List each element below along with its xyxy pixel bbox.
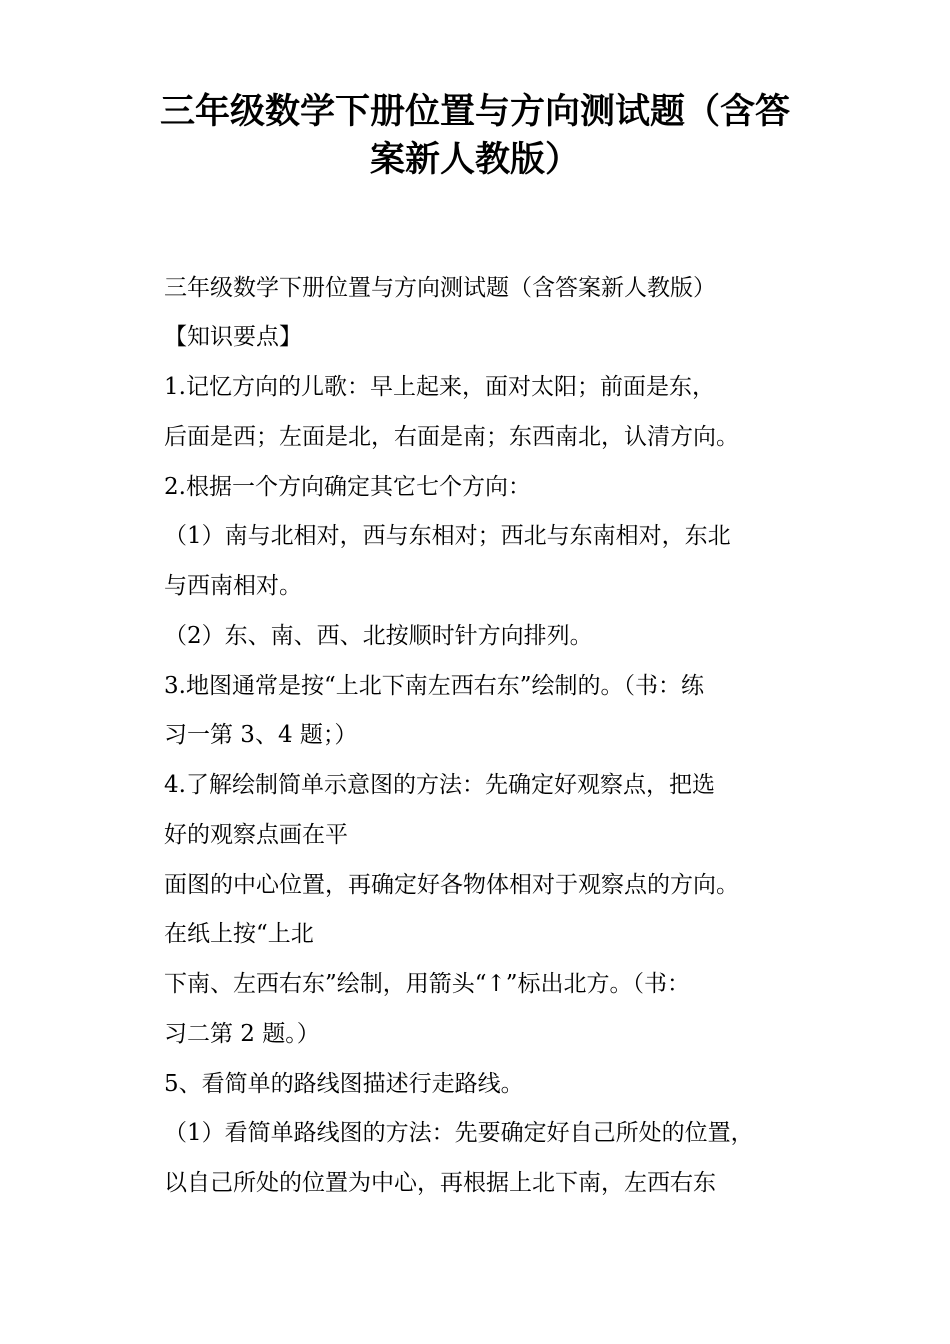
body-line-item-1b: 后面是西；左面是北，右面是南；东西南北，认清方向。 — [164, 424, 739, 450]
body-line-item-3a: 3.地图通常是按“上北下南左西右东”绘制的。（书：练 — [164, 673, 704, 699]
body-line-item-5: 5、看简单的路线图描述行走路线。 — [164, 1071, 524, 1097]
body-line-item-2-1a: （1）南与北相对，西与东相对；西北与东南相对，东北 — [164, 523, 731, 549]
document-title-line-2: 案新人教版） — [369, 140, 580, 180]
body-line-item-2-1b: 与西南相对。 — [164, 573, 302, 599]
document-title-line-1: 三年级数学下册位置与方向测试题（含答 — [159, 92, 790, 132]
body-line-item-1a: 1.记忆方向的儿歌：早上起来，面对太阳；前面是东， — [164, 374, 715, 400]
body-line-item-3b: 习一第 3、4 题；） — [164, 722, 358, 748]
body-line-item-4e: 下南、左西右东”绘制，用箭头“↑”标出北方。（书： — [164, 971, 691, 997]
body-line-item-4c: 面图的中心位置，再确定好各物体相对于观察点的方向。 — [164, 872, 739, 898]
body-line-item-2: 2.根据一个方向确定其它七个方向： — [164, 474, 531, 500]
body-line-item-5-1b: 以自己所处的位置为中心，再根据上北下南，左西右东 — [164, 1170, 716, 1196]
body-line-item-5-1a: （1）看简单路线图的方法：先要确定好自己所处的位置， — [164, 1120, 754, 1146]
body-line-item-4f: 习二第 2 题。） — [164, 1021, 320, 1047]
body-line-item-4b: 好的观察点画在平 — [164, 822, 348, 848]
body-line-item-4a: 4.了解绘制简单示意图的方法：先确定好观察点，把选 — [164, 772, 715, 798]
body-line-repeat-title: 三年级数学下册位置与方向测试题（含答案新人教版） — [164, 275, 716, 301]
body-line-knowledge-heading: 【知识要点】 — [164, 324, 302, 350]
body-line-item-2-2: （2）东、南、西、北按顺时针方向排列。 — [164, 623, 593, 649]
body-line-item-4d: 在纸上按“上北 — [164, 921, 314, 947]
